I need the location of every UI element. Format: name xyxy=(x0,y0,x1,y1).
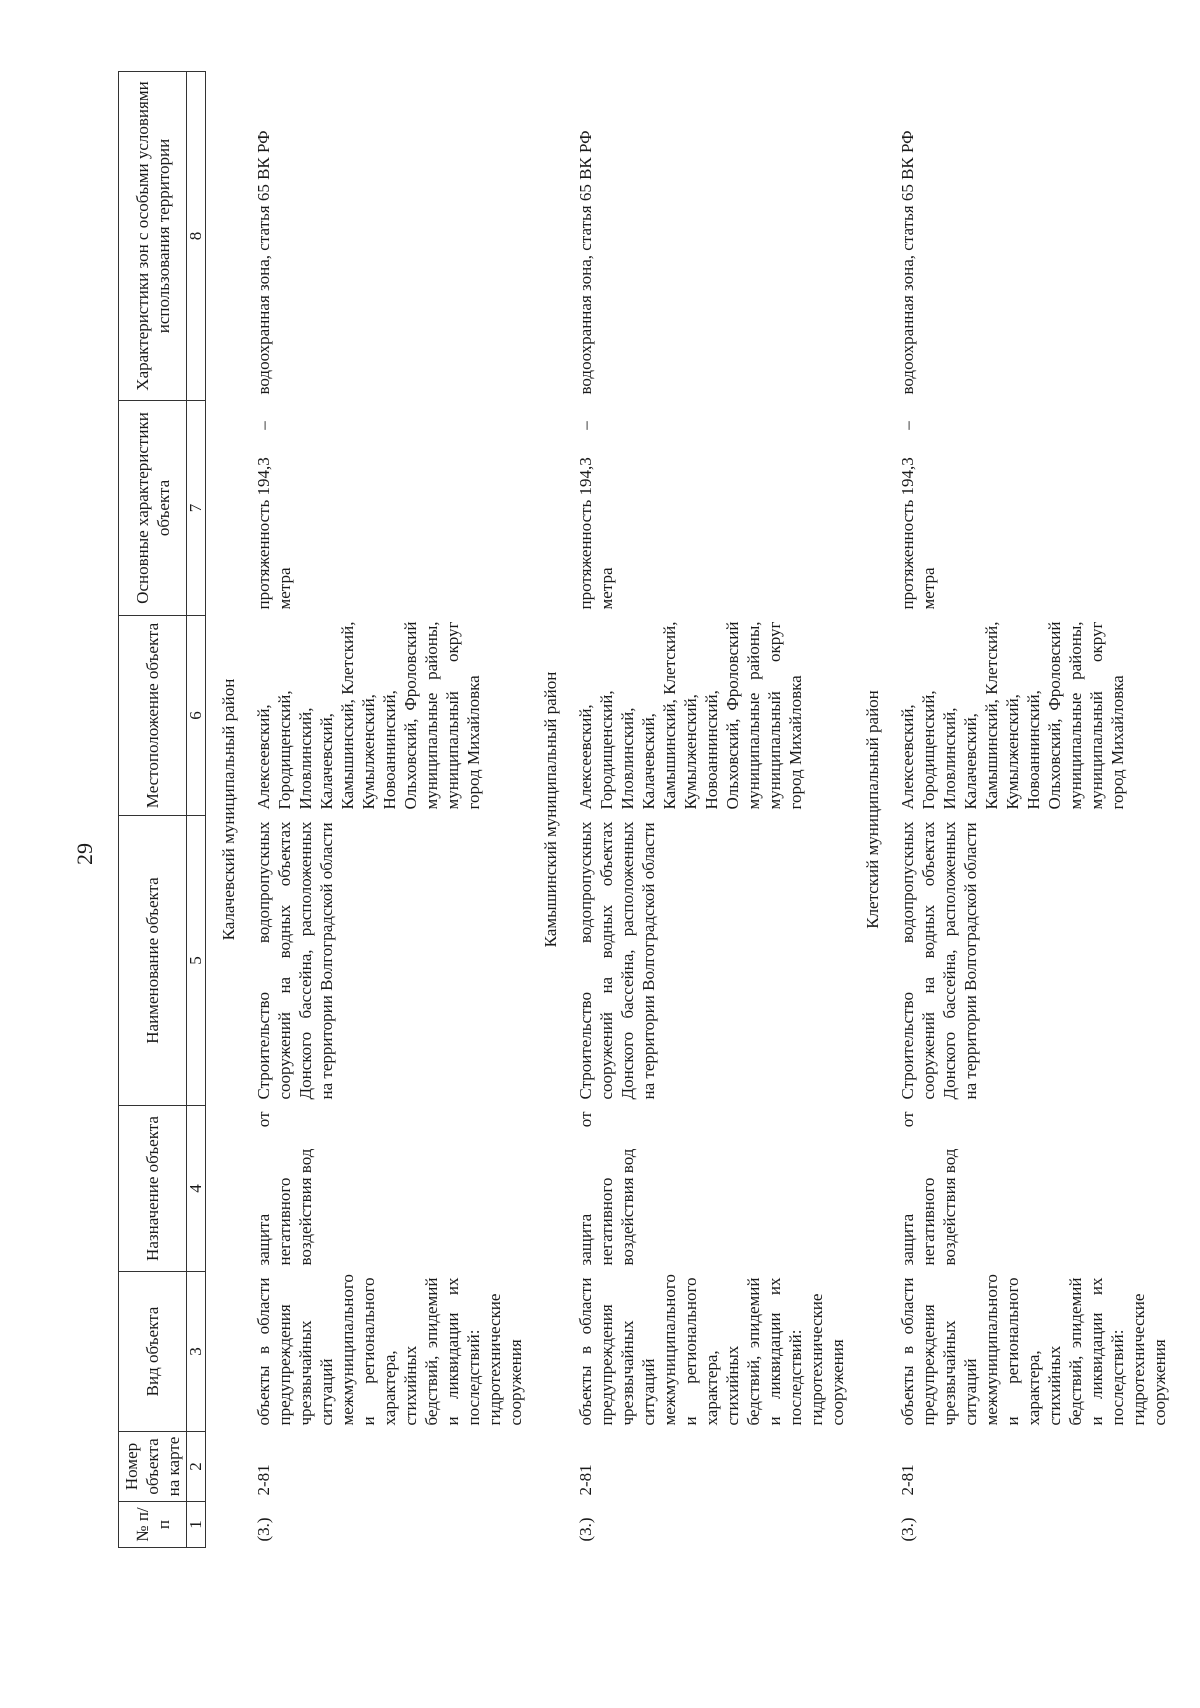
col-header-characteristics: Основные характеристики объекта xyxy=(119,400,187,615)
col-number: 4 xyxy=(187,1106,206,1272)
cell-location: Алексеевский, Городищенский, Иловлинский, Калачевский, Камышинский, Клетский, Кумылженский, Новоаннинский, Ольховский, Фроловский муниципальные районы, муниципальный округ город Михайловка xyxy=(898,621,1127,810)
column-number-row xyxy=(187,71,206,1547)
col-number: 8 xyxy=(187,71,206,400)
cell-num: (3.) xyxy=(576,1517,595,1542)
cell-name: Строительство водопропускных сооружений на водных объектах Донского бассейна, расположенных на территории Волгоградской области xyxy=(898,821,980,1100)
cell-name: Строительство водопропускных сооружений на водных объектах Донского бассейна, расположенных на территории Волгоградской области xyxy=(254,821,336,1100)
cell-characteristics: протяженность 194,3 метра xyxy=(254,457,294,610)
cell-purpose: защита от негативного воздействия вод xyxy=(576,1111,637,1266)
cell-dash: – xyxy=(254,421,273,430)
col-number: 2 xyxy=(187,1432,206,1502)
cell-type: объекты в области предупреждения чрезвычайных ситуаций межмуниципального и регионального характера, стихийных бедствий, эпидемий и ликвидации их последствий: гидротехнические сооружения xyxy=(576,1274,847,1426)
table-row xyxy=(245,71,528,1547)
cell-location: Алексеевский, Городищенский, Иловлинский, Калачевский, Камышинский, Клетский, Кумылженский, Новоаннинский, Ольховский, Фроловский муниципальные районы, муниципальный округ город Михайловка xyxy=(576,621,805,810)
cell-type: объекты в области предупреждения чрезвычайных ситуаций межмуниципального и регионального характера, стихийных бедствий, эпидемий и ликвидации их последствий: гидротехнические сооружения xyxy=(898,1274,1169,1426)
cell-map-number: 2-81 xyxy=(254,1464,273,1496)
cell-name: Строительство водопропускных сооружений на водных объектах Донского бассейна, расположенных на территории Волгоградской области xyxy=(576,821,658,1100)
cell-purpose: защита от негативного воздействия вод xyxy=(898,1111,959,1266)
cell-map-number: 2-81 xyxy=(576,1464,595,1496)
table-row xyxy=(889,71,1172,1547)
cell-zones: водоохранная зона, статья 65 ВК РФ xyxy=(254,130,273,395)
cell-characteristics: протяженность 194,3 метра xyxy=(898,457,938,610)
col-number: 7 xyxy=(187,400,206,615)
objects-table xyxy=(118,71,1172,1548)
cell-num: (3.) xyxy=(254,1517,273,1542)
page-number: 29 xyxy=(72,843,97,865)
col-header-purpose: Назначение объекта xyxy=(119,1106,187,1272)
cell-map-number: 2-81 xyxy=(898,1464,917,1496)
header-row xyxy=(119,71,187,1547)
cell-characteristics: протяженность 194,3 метра xyxy=(576,457,616,610)
col-header-zones: Характеристики зон с особыми условиями использования территории xyxy=(119,71,187,400)
col-header-name: Наименование объекта xyxy=(119,816,187,1106)
col-header-location: Местоположение объекта xyxy=(119,616,187,816)
cell-dash: – xyxy=(898,421,917,430)
district-name: Калачевский муниципальный район xyxy=(219,678,238,941)
district-name: Клетский муниципальный район xyxy=(863,690,882,929)
col-number: 1 xyxy=(187,1502,206,1548)
cell-type: объекты в области предупреждения чрезвычайных ситуаций межмуниципального и регионального характера, стихийных бедствий, эпидемий и ликвидации их последствий: гидротехнические сооружения xyxy=(254,1274,525,1426)
cell-zones: водоохранная зона, статья 65 ВК РФ xyxy=(898,130,917,395)
cell-num: (3.) xyxy=(898,1517,917,1542)
col-number: 3 xyxy=(187,1272,206,1432)
district-row xyxy=(528,71,567,1547)
col-header-type: Вид объекта xyxy=(119,1272,187,1432)
cell-dash: – xyxy=(576,421,595,430)
cell-location: Алексеевский, Городищенский, Иловлинский, Калачевский, Камышинский, Клетский, Кумылженский, Новоаннинский, Ольховский, Фроловский муниципальные районы, муниципальный округ город Михайловка xyxy=(254,621,483,810)
district-row xyxy=(850,71,889,1547)
cell-purpose: защита от негативного воздействия вод xyxy=(254,1111,315,1266)
district-name: Камышинский муниципальный район xyxy=(541,671,560,948)
col-header-num: № п/п xyxy=(119,1502,187,1548)
cell-zones: водоохранная зона, статья 65 ВК РФ xyxy=(576,130,595,395)
col-number: 6 xyxy=(187,616,206,816)
col-header-map-number: Номер объекта на карте xyxy=(119,1432,187,1502)
district-row xyxy=(206,71,246,1547)
col-number: 5 xyxy=(187,816,206,1106)
table-row xyxy=(567,71,850,1547)
